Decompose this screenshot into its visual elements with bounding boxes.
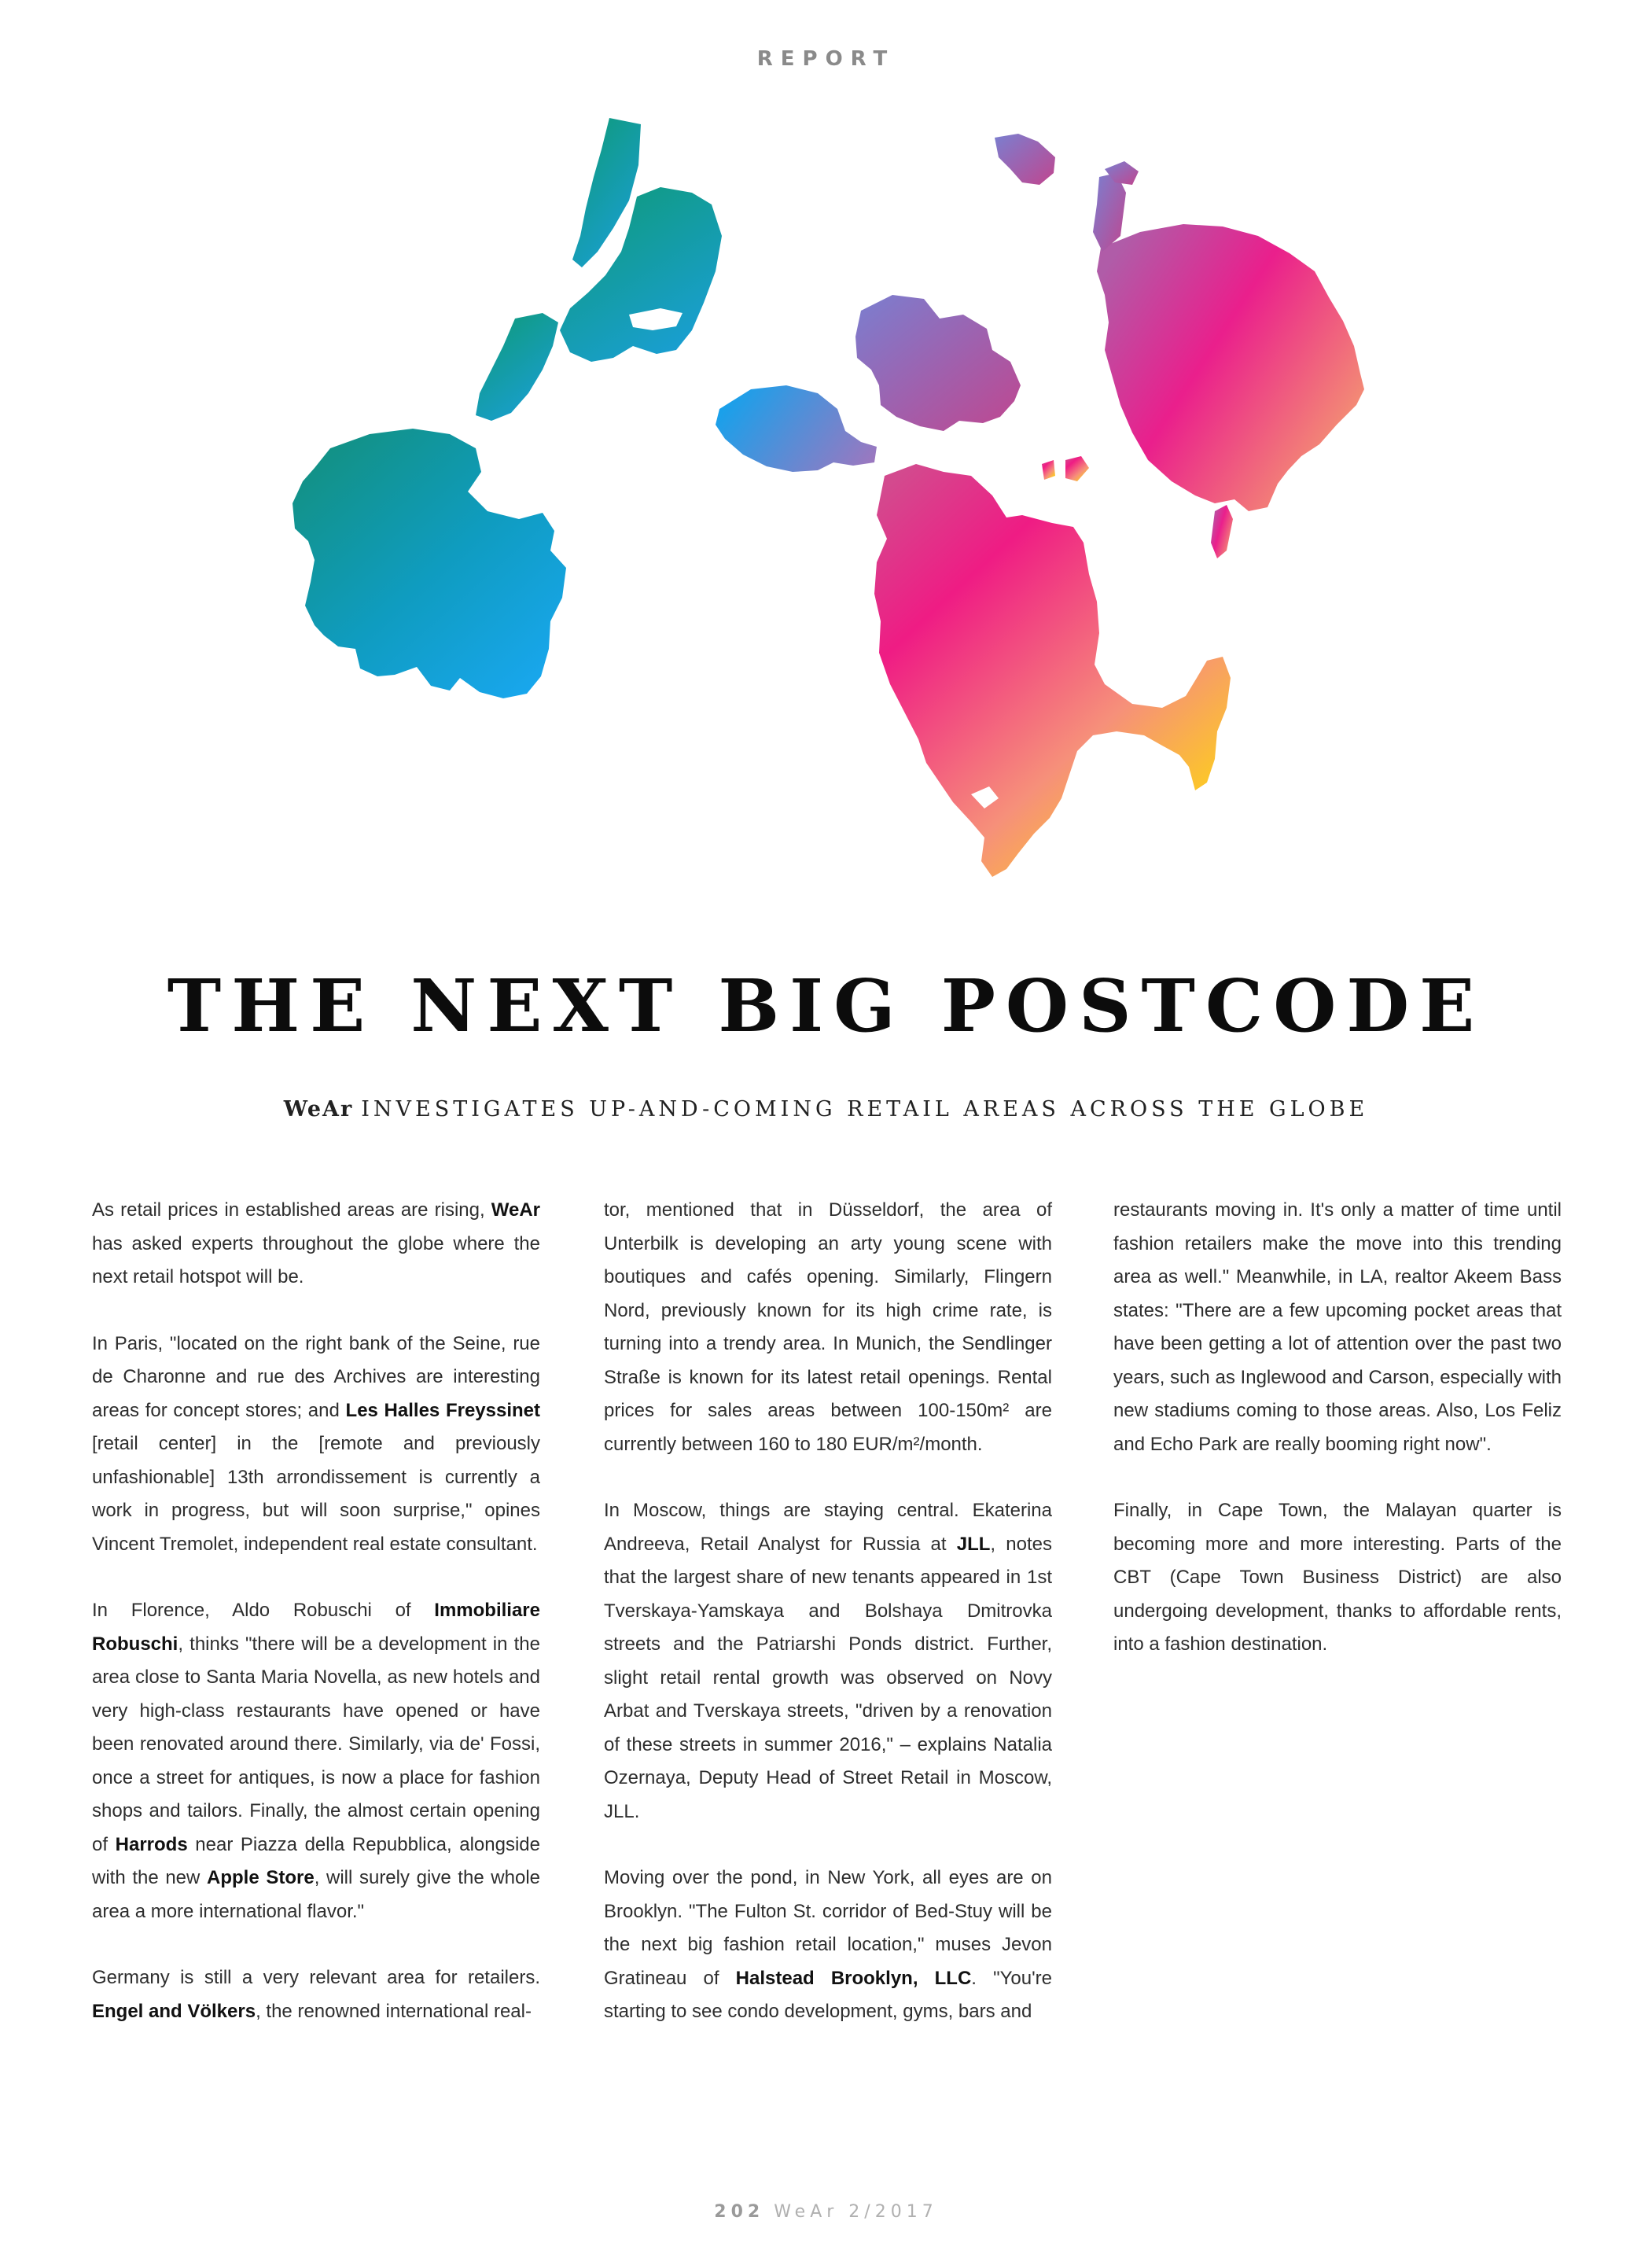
text-column-3 xyxy=(1113,1194,1562,1695)
bold-text-run: Halstead Brooklyn, LLC xyxy=(735,1967,972,1989)
text-run: . "You're starting to see condo development, gyms, bars and xyxy=(604,1967,1053,2022)
paragraph xyxy=(604,1494,1052,1829)
text-column-2 xyxy=(604,1194,1052,2062)
bold-text-run: Harrods xyxy=(115,1833,188,1855)
city-map-illustration xyxy=(0,0,1652,904)
text-run: As retail prices in established areas are rising, xyxy=(92,1199,491,1221)
paragraph xyxy=(92,1194,540,1295)
paragraph xyxy=(92,1961,540,2028)
los-angeles-shape xyxy=(293,429,566,698)
text-run: In Moscow, things are staying central. Ekaterina Andreeva, Retail Analyst for Russia at xyxy=(604,1500,1052,1555)
text-run: Germany is still a very relevant area for retailers. xyxy=(92,1967,540,1988)
paragraph: Finally, in Cape Town, the Malayan quarter is becoming more and more interesting. Parts of the CBT (Cape Town Business District) are also undergoing development, thanks to affordable rents, into a fashion destination. xyxy=(1113,1500,1562,1655)
text-run: In Paris, "located on the right bank of the Seine, rue de Charonne and rue des Archives are interesting areas for concept stores; and xyxy=(92,1332,540,1421)
bold-text-run: Immobiliare Robuschi xyxy=(92,1600,540,1655)
bold-text-run: Engel and Völkers xyxy=(92,2000,256,2022)
text-run: , notes that the largest share of new tenants appeared in 1st Tverskaya-Yamskaya and Bolshaya Dmitrovka streets and the Patriarshi Ponds district. Further, slight retail rental growth was observed on Novy Arbat and Tverskaya streets, "driven by a renovation of these streets in summer 2016," – explains Natalia Ozernaya, Deputy Head of Street Retail in Moscow, JLL. xyxy=(604,1533,1053,1822)
paragraph xyxy=(92,1594,540,1928)
subtitle-brand: WeAr xyxy=(283,1097,354,1121)
article-title: THE NEXT BIG POSTCODE xyxy=(167,963,1485,1048)
cape-town-shape xyxy=(874,464,1231,877)
page-footer xyxy=(0,2202,1652,2222)
text-run: near Piazza della Repubblica, alongside with the new xyxy=(92,1833,541,1888)
text-run: , the renowned international real- xyxy=(256,2000,532,2022)
text-column-1 xyxy=(92,1194,540,2061)
text-run: , thinks "there will be a development in the area close to Santa Maria Novella, as new hotels and very high-class restaurants have opened or have been renovated around there. Similarly, via de' Fossi, once a street for antiques, is now a place for fashion shops and tailors. Finally, the almost certain opening of xyxy=(92,1633,540,1855)
new-york-shape xyxy=(476,118,722,421)
text-run: Moving over the pond, in New York, all eyes are on Brooklyn. "The Fulton St. corridor of Bed-Stuy will be the next big fashion retail location," muses Jevon Gratineau of xyxy=(604,1867,1052,1989)
text-run: In Florence, Aldo Robuschi of xyxy=(92,1600,435,1621)
paragraph: restaurants moving in. It's only a matter of time until fashion retailers make the move into this trending area as well." Meanwhile, in LA, realtor Akeem Bass states: "There are a few upcoming pocket areas that have been getting a lot of attention over the past two years, such as Inglewood and Carson, especially with new stadiums coming to those areas. Also, Los Feliz and Echo Park are really booming right now". xyxy=(1113,1199,1562,1455)
paragraph xyxy=(92,1328,540,1562)
text-run: has asked experts throughout the globe where the next retail hotspot will be. xyxy=(92,1232,540,1287)
moscow-shape xyxy=(1097,224,1364,511)
issue-label: WeAr 2/2017 xyxy=(774,2202,938,2222)
bold-text-run: Les Halles Freyssinet xyxy=(345,1399,540,1421)
article-subtitle xyxy=(0,1097,1652,1121)
section-label: REPORT xyxy=(756,47,896,71)
text-run: [retail center] in the [remote and previously unfashionable] 13th arrondissement is currently a work in progress, but will soon surprise," opines Vincent Tremolet, independent real estate consultant. xyxy=(92,1433,540,1555)
paragraph: tor, mentioned that in Düsseldorf, the area of Unterbilk is developing an arty young scene with boutiques and cafés opening. Similarly, Flingern Nord, previously known for its high crime rate, is turning into a trendy area. In Munich, the Sendlinger Straße is known for its latest retail openings. Rental prices for sales areas between 100-150m² are currently between 160 to 180 EUR/m²/month. xyxy=(604,1199,1052,1455)
munich-shape xyxy=(716,385,877,472)
subtitle-text: INVESTIGATES UP-AND-COMING RETAIL AREAS ACROSS THE GLOBE xyxy=(361,1097,1369,1121)
paragraph xyxy=(604,1862,1052,2029)
page-number: 202 xyxy=(714,2202,765,2222)
bold-text-run: JLL xyxy=(956,1533,991,1555)
text-run: , will surely give the whole area a more international flavor." xyxy=(92,1867,541,1922)
duesseldorf-shape xyxy=(855,295,1021,431)
bold-text-run: Apple Store xyxy=(207,1867,315,1888)
bold-text-run: WeAr xyxy=(491,1199,540,1221)
